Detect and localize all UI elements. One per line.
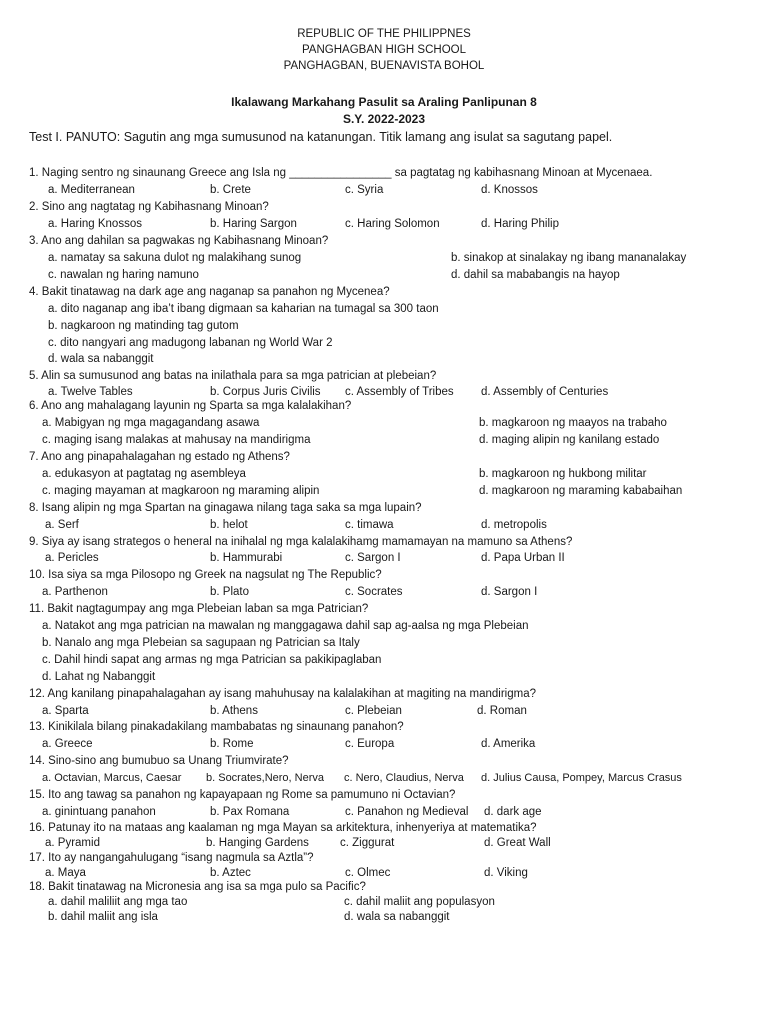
q15-choice-a: a. ginintuang panahon (42, 806, 156, 818)
q12-choice-c: c. Plebeian (345, 705, 402, 717)
q17-choice-a: a. Maya (45, 867, 86, 879)
q16-choice-b: b. Hanging Gardens (206, 837, 309, 849)
q7-choice-a: a. edukasyon at pagtatag ng asembleya (42, 468, 246, 480)
q18-choice-b: b. dahil maliit ang isla (48, 911, 158, 923)
question-2: 2. Sino ang nagtatag ng Kabihasnang Minoan? (29, 201, 269, 213)
q12-choice-b: b. Athens (210, 705, 258, 717)
q3-choice-d: d. dahil sa mababangis na hayop (451, 269, 620, 281)
exam-title: Ikalawang Markahang Pasulit sa Araling Panlipunan 8 (231, 95, 537, 109)
question-14: 14. Sino-sino ang bumubuo sa Unang Triumvirate? (29, 755, 289, 767)
question-9: 9. Siya ay isang strategos o heneral na inihalal ng mga kalalakihamg mamamayan na mamuno sa Athens? (29, 536, 573, 548)
q9-choice-d: d. Papa Urban II (481, 552, 565, 564)
q4-choice-a: a. dito naganap ang iba’t ibang digmaan sa kaharian na tumagal sa 300 taon (48, 303, 439, 315)
q10-choice-c: c. Socrates (345, 586, 403, 598)
q14-choice-d: d. Julius Causa, Pompey, Marcus Crasus (481, 772, 682, 784)
header-country: REPUBLIC OF THE PHILIPPNES (297, 28, 471, 40)
q16-choice-c: c. Ziggurat (340, 837, 395, 849)
q17-choice-c: c. Olmec (345, 867, 391, 879)
q4-choice-d: d. wala sa nabanggit (48, 353, 154, 365)
q4-choice-b: b. nagkaroon ng matinding tag gutom (48, 320, 239, 332)
q3-choice-c: c. nawalan ng haring namuno (48, 269, 199, 281)
q18-choice-d: d. wala sa nabanggit (344, 911, 450, 923)
q11-choice-b: b. Nanalo ang mga Plebeian sa sagupaan ng Patrician sa Italy (42, 637, 360, 649)
q13-choice-a: a. Greece (42, 738, 93, 750)
q5-choice-d: d. Assembly of Centuries (481, 386, 609, 398)
q16-choice-d: d. Great Wall (484, 837, 551, 849)
q12-choice-a: a. Sparta (42, 705, 89, 717)
q16-choice-a: a. Pyramid (45, 837, 100, 849)
header-address: PANGHAGBAN, BUENAVISTA BOHOL (283, 60, 485, 72)
q7-choice-c: c. maging mayaman at magkaroon ng maraming alipin (42, 485, 320, 497)
q6-choice-c: c. maging isang malakas at mahusay na mandirigma (42, 434, 311, 446)
q9-choice-b: b. Hammurabi (210, 552, 283, 564)
q8-choice-c: c. timawa (345, 519, 394, 531)
question-6: 6. Ano ang mahalagang layunin ng Sparta sa mga kalalakihan? (29, 400, 352, 412)
question-3: 3. Ano ang dahilan sa pagwakas ng Kabihasnang Minoan? (29, 235, 329, 247)
question-5: 5. Alin sa sumusunod ang batas na inilathala para sa mga patrician at plebeian? (29, 370, 437, 382)
q18-choice-a: a. dahil maliliit ang mga tao (48, 896, 188, 908)
q10-choice-a: a. Parthenon (42, 586, 108, 598)
q1-choice-a: a. Mediterranean (48, 184, 135, 196)
q11-choice-d: d. Lahat ng Nabanggit (42, 671, 156, 683)
question-1: 1. Naging sentro ng sinaunang Greece ang Isla ng ________________ sa pagtatag ng kabihasnang Minoan at Mycenaea. (29, 167, 653, 179)
q7-choice-b: b. magkaroon ng hukbong militar (479, 468, 647, 480)
q1-choice-c: c. Syria (345, 184, 384, 196)
question-10: 10. Isa siya sa mga Pilosopo ng Greek na nagsulat ng The Republic? (29, 569, 382, 581)
q13-choice-d: d. Amerika (481, 738, 536, 750)
q10-choice-b: b. Plato (210, 586, 249, 598)
q18-choice-c: c. dahil maliit ang populasyon (344, 896, 495, 908)
q1-choice-b: b. Crete (210, 184, 251, 196)
question-16: 16. Patunay ito na mataas ang kaalaman ng mga Mayan sa arkitektura, inhenyeriya at matematika? (29, 822, 537, 834)
q2-choice-a: a. Haring Knossos (48, 218, 142, 230)
question-13: 13. Kinikilala bilang pinakadakilang mambabatas ng sinaunang panahon? (29, 721, 404, 733)
q6-choice-b: b. magkaroon ng maayos na trabaho (479, 417, 667, 429)
question-7: 7. Ano ang pinapahalagahan ng estado ng Athens? (29, 451, 290, 463)
q6-choice-d: d. maging alipin ng kanilang estado (479, 434, 660, 446)
question-12: 12. Ang kanilang pinapahalagahan ay isang mahuhusay na kalalakihan at magiting na mandirigma? (29, 688, 536, 700)
q17-choice-d: d. Viking (484, 867, 528, 879)
question-18: 18. Bakit tinatawag na Micronesia ang isa sa mga pulo sa Pacific? (29, 881, 366, 893)
question-11: 11. Bakit nagtagumpay ang mga Plebeian laban sa mga Patrician? (29, 603, 369, 615)
q5-choice-b: b. Corpus Juris Civilis (210, 386, 321, 398)
question-15: 15. Ito ang tawag sa panahon ng kapayapaan ng Rome sa pamumuno ni Octavian? (29, 789, 456, 801)
q2-choice-b: b. Haring Sargon (210, 218, 297, 230)
q8-choice-d: d. metropolis (481, 519, 547, 531)
q11-choice-a: a. Natakot ang mga patrician na mawalan ng manggagawa dahil sap ag-aalsa ng mga Plebeian (42, 620, 529, 632)
q9-choice-c: c. Sargon I (345, 552, 401, 564)
q5-choice-a: a. Twelve Tables (48, 386, 133, 398)
q15-choice-d: d. dark age (484, 806, 542, 818)
q4-choice-c: c. dito nangyari ang madugong labanan ng World War 2 (48, 337, 333, 349)
school-year: S.Y. 2022-2023 (342, 112, 426, 126)
question-17: 17. Ito ay nangangahulugang “isang nagmula sa Aztla”? (29, 852, 314, 864)
q9-choice-a: a. Pericles (45, 552, 99, 564)
q6-choice-a: a. Mabigyan ng mga magagandang asawa (42, 417, 260, 429)
q2-choice-c: c. Haring Solomon (345, 218, 440, 230)
q14-choice-a: a. Octavian, Marcus, Caesar (42, 772, 182, 784)
q8-choice-a: a. Serf (45, 519, 79, 531)
q7-choice-d: d. magkaroon ng maraming kababaihan (479, 485, 683, 497)
q5-choice-c: c. Assembly of Tribes (345, 386, 454, 398)
q11-choice-c: c. Dahil hindi sapat ang armas ng mga Patrician sa pakikipaglaban (42, 654, 382, 666)
question-4: 4. Bakit tinatawag na dark age ang naganap sa panahon ng Mycenea? (29, 286, 390, 298)
q13-choice-c: c. Europa (345, 738, 395, 750)
q12-choice-d: d. Roman (477, 705, 527, 717)
q3-choice-b: b. sinakop at sinalakay ng ibang mananalakay (451, 252, 687, 264)
q15-choice-c: c. Panahon ng Medieval (345, 806, 469, 818)
q15-choice-b: b. Pax Romana (210, 806, 290, 818)
q10-choice-d: d. Sargon I (481, 586, 538, 598)
q1-choice-d: d. Knossos (481, 184, 538, 196)
q13-choice-b: b. Rome (210, 738, 254, 750)
header-school: PANGHAGBAN HIGH SCHOOL (301, 44, 466, 56)
q14-choice-b: b. Socrates,Nero, Nerva (206, 772, 324, 784)
q3-choice-a: a. namatay sa sakuna dulot ng malakihang sunog (48, 252, 302, 264)
q17-choice-b: b. Aztec (210, 867, 251, 879)
q8-choice-b: b. helot (210, 519, 248, 531)
q2-choice-d: d. Haring Philip (481, 218, 559, 230)
q14-choice-c: c. Nero, Claudius, Nerva (344, 772, 464, 784)
question-8: 8. Isang alipin ng mga Spartan na ginagawa nilang taga saka sa mga lupain? (29, 502, 422, 514)
instructions: Test I. PANUTO: Sagutin ang mga sumusunod na katanungan. Titik lamang ang isulat sa sagutang papel. (29, 130, 613, 144)
